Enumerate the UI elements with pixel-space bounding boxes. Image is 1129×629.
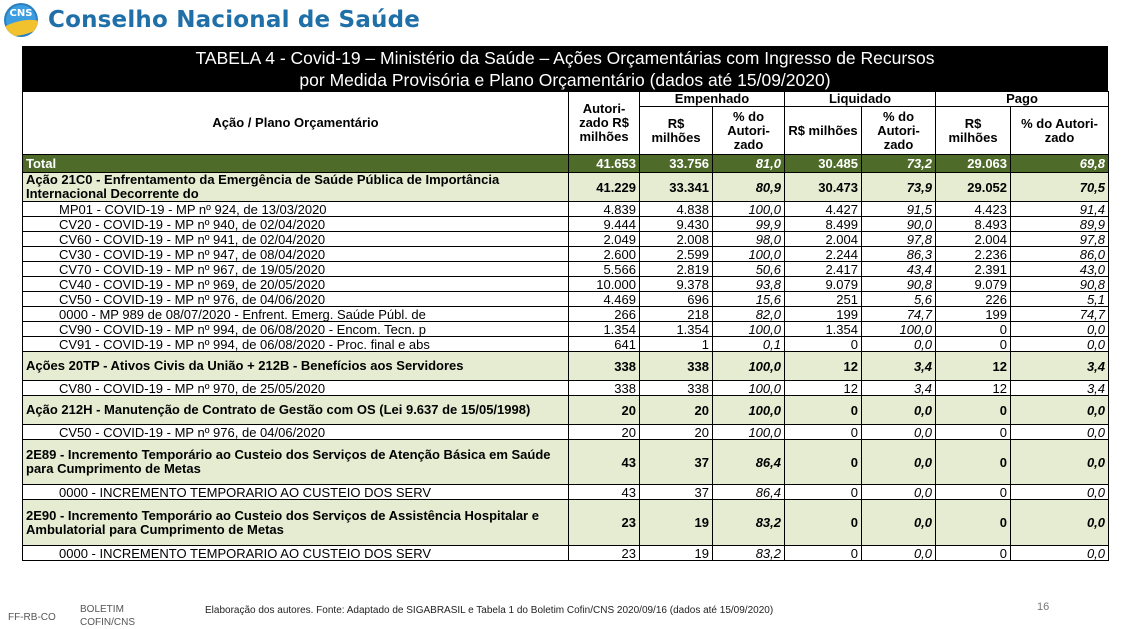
cell-autorizado: 43 xyxy=(569,485,640,500)
cell-pago: 0 xyxy=(936,546,1011,561)
row-label: 0000 - INCREMENTO TEMPORARIO AO CUSTEIO DOS SERV xyxy=(23,546,569,561)
cell-autorizado: 2.049 xyxy=(569,232,640,247)
cell-empenhado: 19 xyxy=(640,500,713,546)
cell-pago: 0 xyxy=(936,322,1011,337)
cell-liquidado-pct: 91,5 xyxy=(862,202,936,217)
col-group-empenhado: Empenhado xyxy=(640,92,785,107)
cell-liquidado: 8.499 xyxy=(785,217,862,232)
cell-empenhado-pct: 98,0 xyxy=(713,232,785,247)
cell-autorizado: 10.000 xyxy=(569,277,640,292)
cell-pago-pct: 0,0 xyxy=(1011,485,1109,500)
table-row xyxy=(23,381,1109,396)
cell-pago: 2.236 xyxy=(936,247,1011,262)
cell-pago-pct: 0,0 xyxy=(1011,396,1109,425)
cell-pago-pct: 0,0 xyxy=(1011,425,1109,440)
cell-autorizado: 20 xyxy=(569,396,640,425)
cell-empenhado-pct: 82,0 xyxy=(713,307,785,322)
cell-autorizado: 23 xyxy=(569,546,640,561)
footer-bulletin: BOLETIM COFIN/CNS xyxy=(80,604,135,628)
cell-empenhado: 338 xyxy=(640,381,713,396)
cell-pago-pct: 70,5 xyxy=(1011,173,1109,202)
row-label: 0000 - INCREMENTO TEMPORARIO AO CUSTEIO DOS SERV xyxy=(23,485,569,500)
cell-pago: 0 xyxy=(936,500,1011,546)
cell-liquidado: 30.485 xyxy=(785,155,862,173)
table-row xyxy=(23,322,1109,337)
cell-autorizado: 41.229 xyxy=(569,173,640,202)
cell-liquidado-pct: 86,3 xyxy=(862,247,936,262)
cell-pago-pct: 5,1 xyxy=(1011,292,1109,307)
cell-empenhado: 1.354 xyxy=(640,322,713,337)
row-label: Ações 20TP - Ativos Civis da União + 212B - Benefícios aos Servidores xyxy=(23,352,569,381)
row-label: CV90 - COVID-19 - MP nº 994, de 06/08/2020 - Encom. Tecn. p xyxy=(23,322,569,337)
cell-liquidado: 0 xyxy=(785,546,862,561)
table-row xyxy=(23,546,1109,561)
cell-pago: 0 xyxy=(936,337,1011,352)
cell-liquidado-pct: 0,0 xyxy=(862,440,936,485)
cell-pago-pct: 97,8 xyxy=(1011,232,1109,247)
cell-liquidado: 199 xyxy=(785,307,862,322)
cell-liquidado: 0 xyxy=(785,425,862,440)
cell-autorizado: 43 xyxy=(569,440,640,485)
cell-empenhado: 338 xyxy=(640,352,713,381)
col-header-pago-pct: % do Autori-zado xyxy=(1011,107,1109,155)
cell-liquidado: 0 xyxy=(785,440,862,485)
cell-pago: 29.052 xyxy=(936,173,1011,202)
cns-logo xyxy=(4,3,38,37)
table-row xyxy=(23,337,1109,352)
cell-empenhado-pct: 15,6 xyxy=(713,292,785,307)
cell-pago: 9.079 xyxy=(936,277,1011,292)
cell-pago: 0 xyxy=(936,425,1011,440)
cell-liquidado-pct: 100,0 xyxy=(862,322,936,337)
cell-empenhado-pct: 100,0 xyxy=(713,396,785,425)
row-label: Ação 212H - Manutenção de Contrato de Gestão com OS (Lei 9.637 de 15/05/1998) xyxy=(23,396,569,425)
cell-liquidado: 0 xyxy=(785,396,862,425)
cell-pago-pct: 0,0 xyxy=(1011,440,1109,485)
cell-autorizado: 5.566 xyxy=(569,262,640,277)
cell-autorizado: 41.653 xyxy=(569,155,640,173)
cell-pago: 2.004 xyxy=(936,232,1011,247)
col-header-emp-rs: R$ milhões xyxy=(640,107,713,155)
cell-empenhado: 218 xyxy=(640,307,713,322)
cell-autorizado: 338 xyxy=(569,381,640,396)
col-header-action: Ação / Plano Orçamentário xyxy=(23,92,569,155)
table-row xyxy=(23,217,1109,232)
cell-empenhado-pct: 83,2 xyxy=(713,500,785,546)
cell-liquidado: 2.244 xyxy=(785,247,862,262)
cell-empenhado: 33.341 xyxy=(640,173,713,202)
cell-liquidado-pct: 0,0 xyxy=(862,337,936,352)
cell-pago-pct: 69,8 xyxy=(1011,155,1109,173)
cell-pago-pct: 0,0 xyxy=(1011,500,1109,546)
title-line-1: TABELA 4 - Covid-19 – Ministério da Saúde – Ações Orçamentárias com Ingresso de Recursos xyxy=(195,48,935,68)
cell-liquidado-pct: 0,0 xyxy=(862,500,936,546)
cell-liquidado-pct: 0,0 xyxy=(862,396,936,425)
cell-empenhado: 20 xyxy=(640,425,713,440)
cell-liquidado: 0 xyxy=(785,500,862,546)
row-label: Total xyxy=(23,155,569,173)
row-label: CV70 - COVID-19 - MP nº 967, de 19/05/2020 xyxy=(23,262,569,277)
group-row xyxy=(23,396,1109,425)
cell-autorizado: 4.469 xyxy=(569,292,640,307)
cell-pago: 12 xyxy=(936,352,1011,381)
cell-liquidado-pct: 90,8 xyxy=(862,277,936,292)
cell-pago-pct: 0,0 xyxy=(1011,546,1109,561)
row-label: Ação 21C0 - Enfrentamento da Emergência de Saúde Pública de Importância Internacional Decorrente do xyxy=(23,173,569,202)
cell-empenhado-pct: 86,4 xyxy=(713,485,785,500)
cell-liquidado: 4.427 xyxy=(785,202,862,217)
cell-autorizado: 4.839 xyxy=(569,202,640,217)
cell-autorizado: 338 xyxy=(569,352,640,381)
cell-autorizado: 266 xyxy=(569,307,640,322)
cell-empenhado-pct: 100,0 xyxy=(713,425,785,440)
org-name: Conselho Nacional de Saúde xyxy=(48,7,421,33)
cell-empenhado-pct: 100,0 xyxy=(713,381,785,396)
cell-liquidado: 0 xyxy=(785,337,862,352)
cell-liquidado: 251 xyxy=(785,292,862,307)
cell-liquidado-pct: 0,0 xyxy=(862,485,936,500)
cell-pago: 226 xyxy=(936,292,1011,307)
cell-pago: 2.391 xyxy=(936,262,1011,277)
cell-empenhado: 2.008 xyxy=(640,232,713,247)
cell-pago-pct: 43,0 xyxy=(1011,262,1109,277)
table-title xyxy=(22,46,1108,91)
col-header-autorizado: Autori-zado R$ milhões xyxy=(569,92,640,155)
cell-empenhado: 9.430 xyxy=(640,217,713,232)
cell-liquidado-pct: 90,0 xyxy=(862,217,936,232)
cell-empenhado-pct: 86,4 xyxy=(713,440,785,485)
table-row xyxy=(23,262,1109,277)
cell-autorizado: 9.444 xyxy=(569,217,640,232)
cell-pago: 12 xyxy=(936,381,1011,396)
row-label: 2E90 - Incremento Temporário ao Custeio dos Serviços de Assistência Hospitalar e Ambulatorial para Cumprimento de Metas xyxy=(23,500,569,546)
cell-empenhado-pct: 80,9 xyxy=(713,173,785,202)
cell-empenhado: 9.378 xyxy=(640,277,713,292)
group-row xyxy=(23,352,1109,381)
row-label: CV20 - COVID-19 - MP nº 940, de 02/04/2020 xyxy=(23,217,569,232)
table-row xyxy=(23,307,1109,322)
cell-pago: 0 xyxy=(936,396,1011,425)
cell-liquidado: 2.004 xyxy=(785,232,862,247)
total-row xyxy=(23,155,1109,173)
row-label: CV50 - COVID-19 - MP nº 976, de 04/06/2020 xyxy=(23,292,569,307)
cell-empenhado-pct: 93,8 xyxy=(713,277,785,292)
cell-liquidado: 2.417 xyxy=(785,262,862,277)
cell-liquidado-pct: 0,0 xyxy=(862,425,936,440)
table-row xyxy=(23,292,1109,307)
row-label: CV40 - COVID-19 - MP nº 969, de 20/05/2020 xyxy=(23,277,569,292)
table-row xyxy=(23,232,1109,247)
footer-source: Elaboração dos autores. Fonte: Adaptado de SIGABRASIL e Tabela 1 do Boletim Cofin/CNS 2020/09/16 (dados até 15/09/2020) xyxy=(205,605,774,616)
row-label: 0000 - MP 989 de 08/07/2020 - Enfrent. Emerg. Saúde Públ. de xyxy=(23,307,569,322)
cell-pago-pct: 74,7 xyxy=(1011,307,1109,322)
cell-autorizado: 641 xyxy=(569,337,640,352)
table-row xyxy=(23,247,1109,262)
cell-pago: 8.493 xyxy=(936,217,1011,232)
cell-pago-pct: 3,4 xyxy=(1011,381,1109,396)
cell-pago-pct: 86,0 xyxy=(1011,247,1109,262)
title-line-2: por Medida Provisória e Plano Orçamentário (dados até 15/09/2020) xyxy=(299,70,831,90)
cell-autorizado: 2.600 xyxy=(569,247,640,262)
row-label: CV30 - COVID-19 - MP nº 947, de 08/04/2020 xyxy=(23,247,569,262)
logo-text: CNS xyxy=(9,8,33,19)
col-header-pago-rs: R$ milhões xyxy=(936,107,1011,155)
cell-pago-pct: 91,4 xyxy=(1011,202,1109,217)
cell-liquidado: 9.079 xyxy=(785,277,862,292)
col-group-liquidado: Liquidado xyxy=(785,92,936,107)
col-header-emp-pct: % do Autori-zado xyxy=(713,107,785,155)
cell-liquidado-pct: 74,7 xyxy=(862,307,936,322)
cell-empenhado-pct: 99,9 xyxy=(713,217,785,232)
row-label: CV50 - COVID-19 - MP nº 976, de 04/06/2020 xyxy=(23,425,569,440)
cell-empenhado: 2.599 xyxy=(640,247,713,262)
cell-pago: 0 xyxy=(936,485,1011,500)
table-row xyxy=(23,277,1109,292)
cell-liquidado-pct: 3,4 xyxy=(862,381,936,396)
cell-liquidado-pct: 97,8 xyxy=(862,232,936,247)
row-label: CV80 - COVID-19 - MP nº 970, de 25/05/2020 xyxy=(23,381,569,396)
table-row xyxy=(23,485,1109,500)
cell-empenhado-pct: 0,1 xyxy=(713,337,785,352)
row-label: CV60 - COVID-19 - MP nº 941, de 02/04/2020 xyxy=(23,232,569,247)
cell-empenhado-pct: 100,0 xyxy=(713,247,785,262)
cell-pago-pct: 3,4 xyxy=(1011,352,1109,381)
table-row xyxy=(23,425,1109,440)
cell-empenhado: 37 xyxy=(640,485,713,500)
cell-liquidado: 0 xyxy=(785,485,862,500)
cell-pago-pct: 0,0 xyxy=(1011,322,1109,337)
cell-autorizado: 20 xyxy=(569,425,640,440)
cell-empenhado: 696 xyxy=(640,292,713,307)
cell-liquidado-pct: 43,4 xyxy=(862,262,936,277)
cell-liquidado-pct: 73,9 xyxy=(862,173,936,202)
cell-pago-pct: 0,0 xyxy=(1011,337,1109,352)
cell-autorizado: 23 xyxy=(569,500,640,546)
footer-code: FF-RB-CO xyxy=(8,612,56,623)
cell-autorizado: 1.354 xyxy=(569,322,640,337)
cell-liquidado-pct: 5,6 xyxy=(862,292,936,307)
cell-pago: 0 xyxy=(936,440,1011,485)
cell-liquidado: 1.354 xyxy=(785,322,862,337)
cell-empenhado: 33.756 xyxy=(640,155,713,173)
cell-pago-pct: 90,8 xyxy=(1011,277,1109,292)
cell-empenhado: 19 xyxy=(640,546,713,561)
cell-empenhado: 4.838 xyxy=(640,202,713,217)
table-body xyxy=(23,155,1109,561)
row-label: 2E89 - Incremento Temporário ao Custeio dos Serviços de Atenção Básica em Saúde para Cumprimento de Metas xyxy=(23,440,569,485)
cell-empenhado-pct: 83,2 xyxy=(713,546,785,561)
cell-empenhado: 37 xyxy=(640,440,713,485)
cell-pago: 199 xyxy=(936,307,1011,322)
cell-empenhado-pct: 81,0 xyxy=(713,155,785,173)
group-row xyxy=(23,173,1109,202)
cell-pago-pct: 89,9 xyxy=(1011,217,1109,232)
table-row xyxy=(23,202,1109,217)
cell-liquidado: 30.473 xyxy=(785,173,862,202)
cell-liquidado-pct: 73,2 xyxy=(862,155,936,173)
col-group-pago: Pago xyxy=(936,92,1109,107)
cell-empenhado-pct: 50,6 xyxy=(713,262,785,277)
cell-empenhado-pct: 100,0 xyxy=(713,322,785,337)
page-number: 16 xyxy=(1037,601,1050,613)
cell-empenhado-pct: 100,0 xyxy=(713,202,785,217)
budget-table xyxy=(22,91,1109,561)
header xyxy=(4,2,420,38)
cell-liquidado: 12 xyxy=(785,381,862,396)
cell-pago: 4.423 xyxy=(936,202,1011,217)
col-header-liq-rs: R$ milhões xyxy=(785,107,862,155)
cell-empenhado: 1 xyxy=(640,337,713,352)
cell-empenhado: 2.819 xyxy=(640,262,713,277)
row-label: MP01 - COVID-19 - MP nº 924, de 13/03/2020 xyxy=(23,202,569,217)
col-header-liq-pct: % do Autori-zado xyxy=(862,107,936,155)
cell-liquidado: 12 xyxy=(785,352,862,381)
row-label: CV91 - COVID-19 - MP nº 994, de 06/08/2020 - Proc. final e abs xyxy=(23,337,569,352)
cell-liquidado-pct: 0,0 xyxy=(862,546,936,561)
cell-pago: 29.063 xyxy=(936,155,1011,173)
cell-liquidado-pct: 3,4 xyxy=(862,352,936,381)
cell-empenhado-pct: 100,0 xyxy=(713,352,785,381)
group-row xyxy=(23,440,1109,485)
group-row xyxy=(23,500,1109,546)
cell-empenhado: 20 xyxy=(640,396,713,425)
